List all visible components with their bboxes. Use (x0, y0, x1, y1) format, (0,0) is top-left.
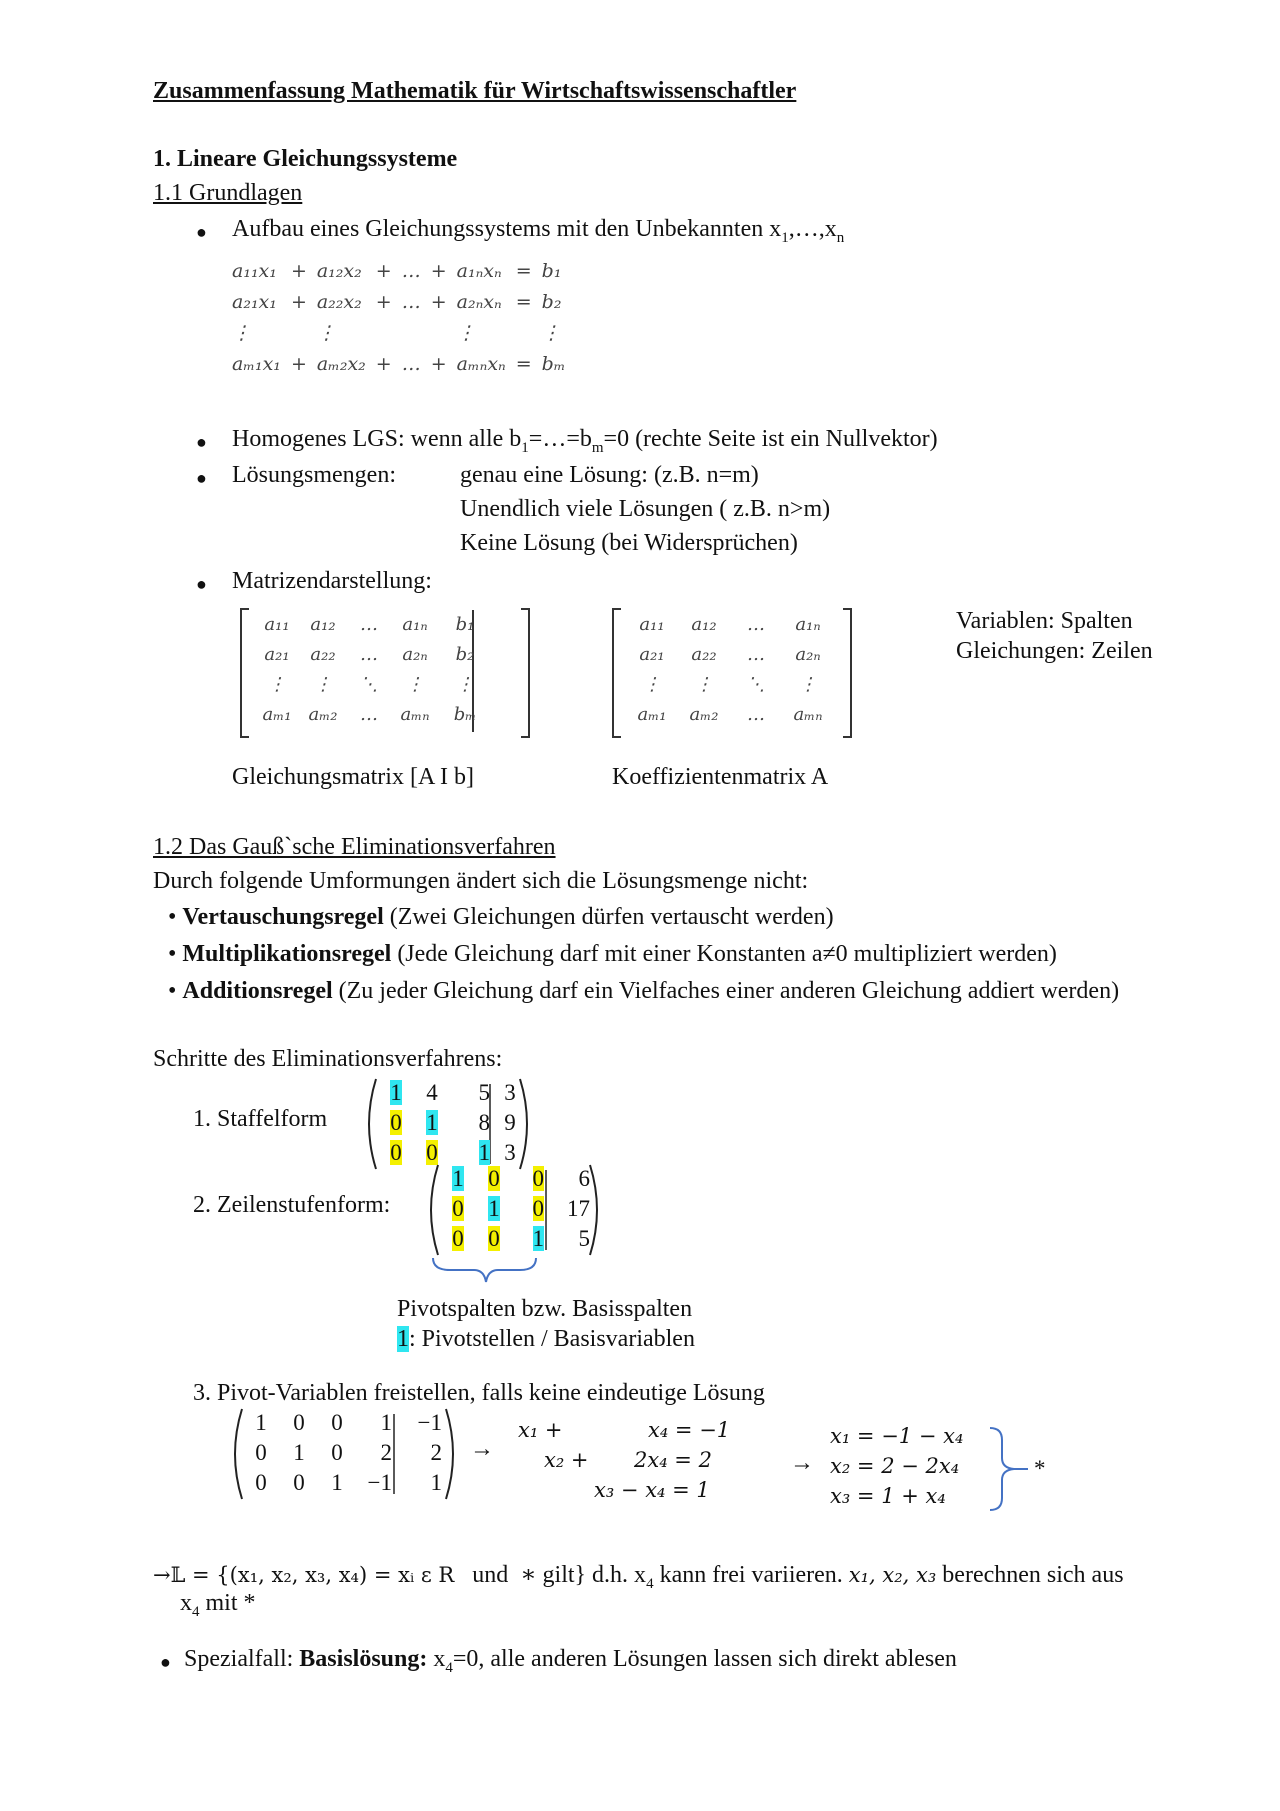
eq-cell: a₁₂x₂ (316, 259, 362, 282)
matrix-cell: ⋮ (456, 674, 474, 695)
equation-system (232, 255, 576, 379)
matrix-cell: 1 (532, 1226, 544, 1251)
eq-cell: a₁ₙxₙ (456, 259, 502, 282)
bullet: ● (196, 468, 207, 488)
eq-cell: + (290, 352, 307, 375)
eq-cell: + (375, 259, 392, 282)
eq-cell: … (401, 352, 421, 375)
matrix-cell: ⋮ (314, 674, 332, 695)
matrix-cell: 0 (452, 1226, 464, 1251)
equation: x₁ = −1 − x₄ (830, 1424, 964, 1448)
matrix-cell: aₘ₁ (637, 704, 667, 725)
matrix-cell: 0 (532, 1166, 544, 1191)
eq-cell: … (401, 290, 421, 313)
matrix-cell: 0 (331, 1440, 343, 1465)
note-gleichungen: Gleichungen: Zeilen (956, 638, 1153, 664)
loesung-item: Keine Lösung (bei Widersprüchen) (460, 530, 798, 556)
matrix-cell: 9 (504, 1110, 516, 1135)
matrix-cell: ⋮ (406, 674, 424, 695)
matrix-cell: 8 (478, 1110, 490, 1135)
eq-cell: = (515, 259, 532, 282)
bullet: ● (196, 432, 207, 452)
loesung-item: Unendlich viele Lösungen ( z.B. n>m) (460, 496, 831, 522)
matrix-cell: a₂₁ (264, 644, 290, 665)
special-case: Spezialfall: Basislösung: $x_4=0$, alle anderen Lösungen lassen sich direkt ablesen (184, 1646, 957, 1676)
eq-cell: b₂ (541, 290, 562, 313)
matrix-cell: 2 (380, 1440, 392, 1465)
equation: x₃ − x₄ = 1 (594, 1478, 710, 1502)
matrix-cell: 0 (293, 1470, 305, 1495)
matrix-cell: a₁₁ (264, 614, 290, 635)
staffelform-matrix (360, 1076, 536, 1172)
matrix-cell: a₂ₙ (402, 644, 428, 665)
equation: x₁ + (518, 1418, 563, 1442)
eq-cell: = (515, 352, 532, 375)
matrix-cell: ⋮ (268, 674, 286, 695)
matrix-cell: ⋮ (799, 674, 817, 695)
matrix-cell: 2 (430, 1440, 442, 1465)
eq-cell: + (430, 290, 447, 313)
eq-cell: … (401, 259, 421, 282)
matrix-cell: ⋱ (747, 674, 765, 695)
eq-cell: + (375, 352, 392, 375)
pivot-caption-legend: 1: Pivotstellen / Basisvariablen (397, 1326, 695, 1352)
matrix-cell: 0 (255, 1440, 267, 1465)
rule-item: • Vertauschungsregel (Zwei Gleichungen dürfen vertauscht werden) (168, 904, 834, 930)
eq-cell: a₂ₙxₙ (456, 290, 502, 313)
bullet: ● (196, 222, 207, 242)
section-heading: 1. Lineare Gleichungssysteme (153, 146, 458, 172)
zeilenstufenform-matrix (422, 1162, 606, 1258)
equation: 2x₄ = 2 (634, 1448, 712, 1472)
matrix-cell: a₂ₙ (795, 644, 821, 665)
pivot-caption: Pivotspalten bzw. Basisspalten (397, 1296, 693, 1322)
pivot-brace (430, 1254, 540, 1290)
rule-item: • Multiplikationsregel (Jede Gleichung darf mit einer Konstanten a≠0 multipliziert werden) (168, 941, 1057, 967)
bullet: ● (160, 1652, 171, 1672)
matrix-cell: 0 (255, 1470, 267, 1495)
loesung-item: genau eine Lösung: (z.B. n=m) (460, 462, 759, 488)
matrix-cell: −1 (367, 1470, 392, 1495)
equation: x₃ = 1 + x₄ (830, 1484, 946, 1508)
matrix-cell: 0 (390, 1110, 402, 1135)
eq-cell: a₂₂x₂ (316, 290, 362, 313)
matrizen-label: Matrizendarstellung: (232, 568, 432, 594)
matrix-cell: b₁ (455, 614, 475, 635)
matrix-cell: 5 (578, 1226, 590, 1251)
document-title: Zusammenfassung Mathematik für Wirtschaftswissenschaftler (153, 78, 797, 104)
arrow-icon: → (790, 1450, 814, 1476)
eq-cell: + (430, 352, 447, 375)
matrix-cell: … (747, 614, 765, 635)
matrix-cell: 1 (430, 1470, 442, 1495)
bullet-aufbau: Aufbau eines Gleichungssystems mit den Unbekannten $x_1,\dots,x_n$ (232, 216, 845, 246)
matrix-cell: a₂₁ (639, 644, 665, 665)
augmented-matrix (240, 608, 530, 738)
matrix-cell: ⋮ (695, 674, 713, 695)
solution-set-line2: $x_4$ mit * (180, 1590, 256, 1620)
bullet: ● (196, 574, 207, 594)
matrix-cell: 0 (390, 1140, 402, 1165)
matrix-cell: aₘ₂ (689, 704, 719, 725)
matrix-cell: 4 (426, 1080, 438, 1105)
matrix-cell: 1 (488, 1196, 500, 1221)
matrix-cell: a₁₂ (691, 614, 717, 635)
eq-cell: a₂₁x₁ (232, 290, 277, 313)
eq-cell: aₘₙxₙ (456, 352, 506, 375)
subsection-heading: 1.1 Grundlagen (153, 180, 303, 206)
caption-coefficient: Koeffizientenmatrix A (612, 764, 829, 790)
matrix-cell: 1 (426, 1110, 438, 1135)
matrix-cell: aₘₙ (793, 704, 823, 725)
step3-label: 3. Pivot-Variablen freistellen, falls keine eindeutige Lösung (193, 1380, 765, 1406)
eq-cell: b₁ (541, 259, 562, 282)
subsection-heading: 1.2 Das Gauß`sche Eliminationsverfahren (153, 834, 556, 860)
bullet-homogen: Homogenes LGS: wenn alle $b_1=\dots=b_m=0$ (rechte Seite ist ein Nullvektor) (232, 426, 938, 456)
matrix-cell: 0 (331, 1410, 343, 1435)
matrix-cell: … (360, 704, 378, 725)
eq-cell: ⋮ (456, 321, 476, 344)
matrix-cell: 0 (452, 1196, 464, 1221)
step2-label: 2. Zeilenstufenform: (193, 1192, 391, 1218)
solution-set: →𝕃 = {(x₁, x₂, x₃, x₄) = xᵢ ε R und ∗ gilt} d.h. $x_4$ kann frei variieren. x₁, x₂, x₃ berechnen sich aus (153, 1562, 1124, 1592)
loesungsmengen-label: Lösungsmengen: (232, 462, 396, 488)
eq-cell (431, 317, 457, 348)
eq-cell: ⋮ (232, 321, 251, 344)
equation: x₄ = −1 (648, 1418, 731, 1442)
step1-label: 1. Staffelform (193, 1106, 328, 1132)
caption-augmented: Gleichungsmatrix [A I b] (232, 764, 474, 790)
eq-cell: + (375, 290, 392, 313)
matrix-cell: ⋱ (360, 674, 378, 695)
matrix-cell: 5 (478, 1080, 490, 1105)
eq-cell: = (515, 290, 532, 313)
eq-cell: ⋮ (541, 321, 561, 344)
coefficient-matrix (612, 608, 852, 738)
matrix-cell: 1 (478, 1140, 490, 1165)
eq-cell: + (430, 259, 447, 282)
matrix-cell: a₂₂ (310, 644, 336, 665)
equation: x₂ + (544, 1448, 589, 1472)
eq-cell: + (290, 290, 307, 313)
eq-cell (376, 317, 402, 348)
eq-cell: + (290, 259, 307, 282)
eq-cell: aₘ₂x₂ (316, 352, 366, 375)
rule-item: • Additionsregel (Zu jeder Gleichung darf ein Vielfaches einer anderen Gleichung addiert werden) (168, 978, 1120, 1004)
eq-cell: bₘ (541, 352, 566, 375)
matrix-cell: 3 (504, 1080, 516, 1105)
matrix-cell: a₁ₙ (402, 614, 428, 635)
matrix-cell: ⋮ (643, 674, 661, 695)
steps-intro: Schritte des Eliminationsverfahrens: (153, 1046, 503, 1072)
matrix-cell: 3 (504, 1140, 516, 1165)
matrix-cell: … (360, 614, 378, 635)
matrix-cell: … (360, 644, 378, 665)
matrix-cell: 0 (293, 1410, 305, 1435)
matrix-cell: … (747, 704, 765, 725)
eq-cell (402, 317, 431, 348)
star-marker: * (1034, 1456, 1046, 1481)
matrix-cell: 6 (578, 1166, 590, 1191)
intro-text: Durch folgende Umformungen ändert sich die Lösungsmenge nicht: (153, 868, 809, 894)
matrix-cell: a₁ₙ (795, 614, 821, 635)
matrix-cell: 1 (331, 1470, 343, 1495)
matrix-cell: 0 (426, 1140, 438, 1165)
equation: x₂ = 2 − 2x₄ (830, 1454, 960, 1478)
matrix-cell: 1 (293, 1440, 305, 1465)
matrix-cell: b₂ (455, 644, 475, 665)
matrix-cell: 0 (488, 1166, 500, 1191)
matrix-cell: −1 (417, 1410, 442, 1435)
arrow-icon: → (470, 1436, 494, 1462)
matrix-cell: a₁₁ (639, 614, 665, 635)
eq-cell: aₘ₁x₁ (232, 352, 281, 375)
eq-cell: a₁₁x₁ (232, 259, 277, 282)
matrix-cell: 0 (488, 1226, 500, 1251)
step3-matrix (226, 1406, 462, 1502)
eq-cell: ⋮ (316, 321, 336, 344)
eq-cell (291, 317, 317, 348)
matrix-cell: 1 (390, 1080, 402, 1105)
matrix-cell: aₘₙ (400, 704, 430, 725)
matrix-cell: aₘ₁ (262, 704, 292, 725)
matrix-cell: 1 (255, 1410, 267, 1435)
matrix-cell: a₂₂ (691, 644, 717, 665)
matrix-cell: 0 (532, 1196, 544, 1221)
matrix-cell: 1 (452, 1166, 464, 1191)
matrix-cell: a₁₂ (310, 614, 336, 635)
matrix-cell: 1 (380, 1410, 392, 1435)
matrix-cell: bₘ (453, 704, 477, 725)
matrix-cell: … (747, 644, 765, 665)
matrix-cell: aₘ₂ (308, 704, 338, 725)
eq-cell (516, 317, 542, 348)
note-variablen: Variablen: Spalten (956, 608, 1133, 634)
matrix-cell: 17 (567, 1196, 590, 1221)
